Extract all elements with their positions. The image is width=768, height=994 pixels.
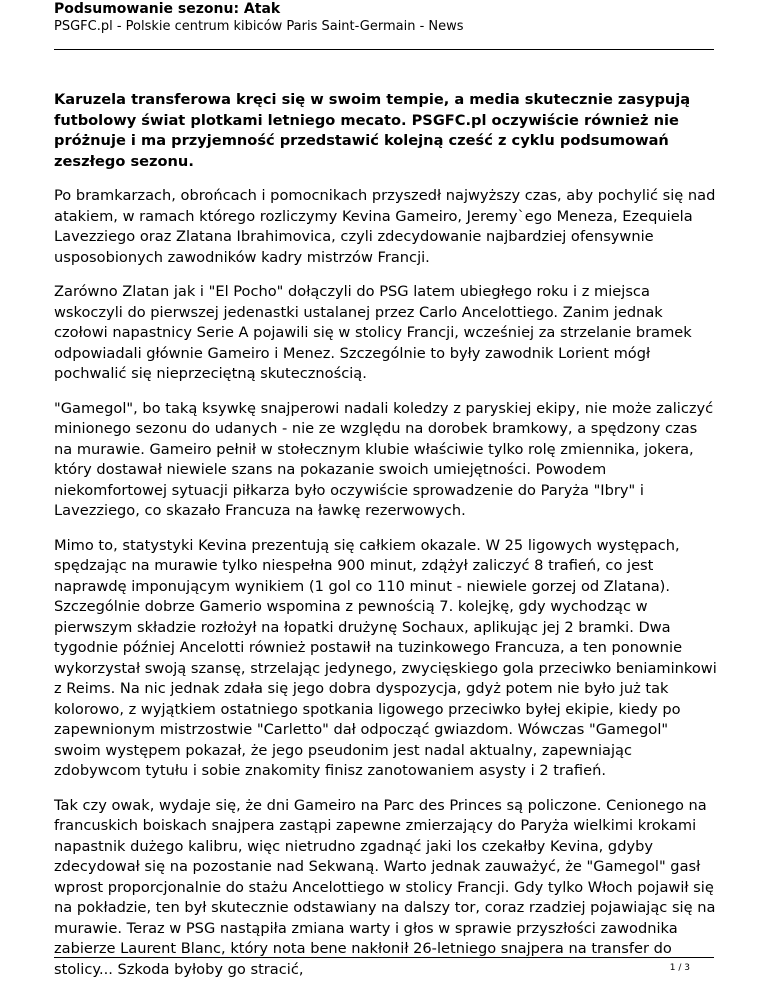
article-paragraph: "Gamegol", bo taką ksywkę snajperowi nadali koledzy z paryskiej ekipy, nie może zaliczyć minionego sezonu do udanych - nie ze względu na dorobek bramkowy, a spędzony czas na murawie. Gameiro pełnił w stołecznym klubie właściwie tylko rolę zmiennika, jokera, który dostawał niewiele szans na pokazanie swoich umiejętności. Powodem niekomfortowej sytuacji piłkarza było oczywiście sprowadzenie do Paryża "Ibry" i Lavezziego, co skazało Francuza na ławkę rezerwowych. [54,399,714,519]
footer-divider [54,957,714,958]
header-divider [54,49,714,50]
article-paragraph: Zarówno Zlatan jak i "El Pocho" dołączyli do PSG latem ubiegłego roku i z miejsca wskoczyli do pierwszej jedenastki ustalanej przez Carlo Ancelottiego. Zanim jednak czołowi napastnicy Serie A pojawili się w stolicy Francji, wcześniej za strzelanie bramek odpowiadali głównie Gameiro i Menez. Szczególnie to były zawodnik Lorient mógł pochwalić się nieprzeciętną skutecznością. [54,283,692,382]
article-lead: Karuzela transferowa kręci się w swoim tempie, a media skutecznie zasypują futbolowy świat plotkami letniego mecato. PSGFC.pl oczywiście również nie próżnuje i ma przyjemność przedstawić kolejną cześć z cyklu podsumowań zeszłego sezonu. [54,91,691,170]
article-body [54,90,719,994]
article-paragraph: Tak czy owak, wydaje się, że dni Gameiro na Parc des Princes są policzone. Cenionego na francuskich boiskach snajpera zastąpi zapewne zmierzający do Paryża wielkimi krokami napastnik dużego kalibru, więc nietrudno zgadnąć jaki los czekałby Kevina, gdyby zdecydował się na pozostanie nad Sekwaną. Warto jednak zauważyć, że "Gamegol" gasł wprost proporcjonalnie do stażu Ancelottiego w stolicy Francji. Gdy tylko Włoch pojawił się na pokładzie, ten był skutecznie odstawiany na dalszy tor, coraz rzadziej pojawiając się na murawie. Teraz w PSG nastąpiła zmiana warty i głos w sprawie przyszłości zawodnika zabierze Laurent Blanc, który nota bene nakłonił 26-letniego snajpera na transfer do stolicy... Szkoda byłoby go stracić, [54,796,716,978]
article-paragraph: Po bramkarzach, obrońcach i pomocnikach przyszedł najwyższy czas, aby pochylić się nad atakiem, w ramach którego rozliczymy Kevina Gameiro, Jeremy`ego Meneza, Ezequiela Lavezziego oraz Zlatana Ibrahimovica, czyli zdecydowanie najbardziej ofensywnie usposobionych zawodników kadry mistrzów Francji. [54,187,716,266]
article-paragraph: Mimo to, statystyki Kevina prezentują się całkiem okazale. W 25 ligowych występach, spędzając na murawie tylko niespełna 900 minut, zdążył zaliczyć 8 trafień, co jest naprawdę imponującym wynikiem (1 gol co 110 minut - niewiele gorzej od Zlatana). Szczególnie dobrze Gamerio wspomina z pewnością 7. kolejkę, gdy wychodząc w pierwszym składzie rozłożył na łopatki drużynę Sochaux, aplikując jej 2 bramki. Dwa tygodnie później Ancelotti również postawił na tuzinkowego Francuza, a ten ponownie wykorzystał swoją szansę, strzelając jedynego, zwycięskiego gola przeciwko beniaminkowi z Reims. Na nic jednak zdała się jego dobra dyspozycja, gdyż potem nie było już tak kolorowo, z wyjątkiem ostatniego spotkania ligowego przeciwko byłej ekipie, kiedy po zapewnionym mistrzostwie "Carletto" dał odpocząć gwiazdom. Wówczas "Gamegol" swoim występem pokazał, że jego pseudonim jest nadal aktualny, zapewniając zdobywcom tytułu i sobie znakomity finisz zanotowaniem asysty i 2 trafień. [54,536,717,779]
site-name: PSGFC.pl - Polskie centrum kibiców Paris Saint-Germain - News [54,19,464,34]
document-title: Podsumowanie sezonu: Atak [54,1,281,17]
page-header [54,0,714,36]
page-number: 1 / 3 [669,963,690,973]
